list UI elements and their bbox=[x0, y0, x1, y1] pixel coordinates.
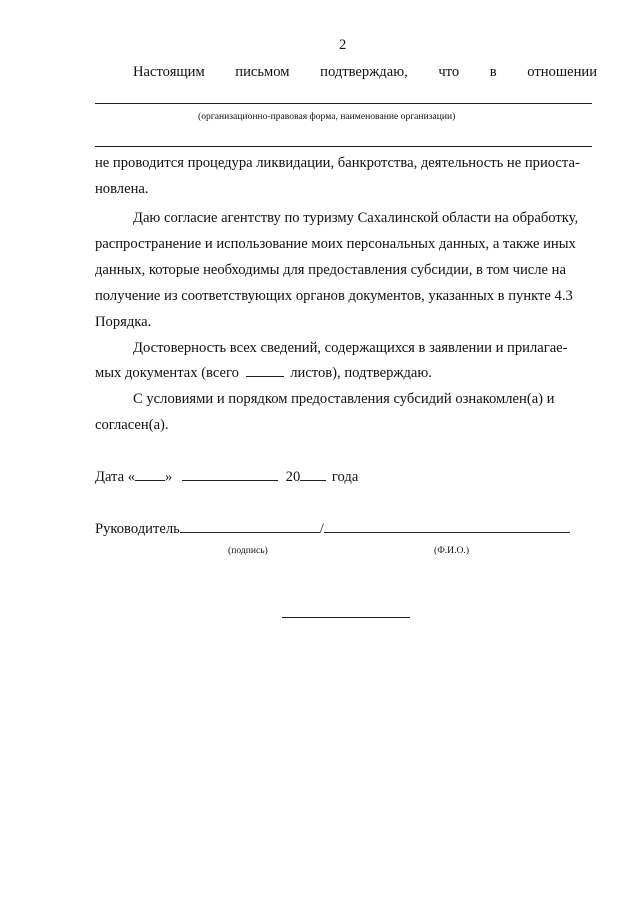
intro-word: подтверждаю, bbox=[320, 64, 408, 80]
intro-line bbox=[133, 60, 597, 86]
intro-word: Настоящим bbox=[133, 64, 205, 80]
para2-line3: данных, которые необходимы для предоставления субсидии, в том числе на bbox=[95, 262, 566, 278]
para2-line2: распространение и использование моих персональных данных, а также иных bbox=[95, 236, 576, 252]
signature-line bbox=[95, 517, 570, 543]
signature-field[interactable] bbox=[180, 518, 320, 533]
date-line bbox=[95, 465, 358, 491]
para4-line1: С условиями и порядком предоставления субсидий ознакомлен(а) и bbox=[133, 391, 555, 407]
day-field[interactable] bbox=[135, 466, 165, 481]
org-name-field-line-1[interactable] bbox=[95, 103, 592, 104]
intro-word: отношении bbox=[527, 64, 597, 80]
para4-line2: согласен(а). bbox=[95, 417, 169, 433]
intro-word: что bbox=[438, 64, 460, 80]
para2-line1: Даю согласие агентству по туризму Сахалинской области на обработку, bbox=[133, 210, 579, 226]
full-name-field[interactable] bbox=[324, 518, 570, 533]
date-label: Дата « bbox=[95, 469, 136, 485]
year-field[interactable] bbox=[300, 466, 326, 481]
full-name-caption: (Ф.И.О.) bbox=[434, 545, 470, 556]
year-suffix: года bbox=[331, 469, 359, 485]
para2-line5: Порядка. bbox=[95, 314, 152, 330]
para2-line4: получение из соответствующих органов документов, указанных в пункте 4.3 bbox=[95, 288, 573, 304]
para1-line2: новлена. bbox=[95, 181, 149, 197]
year-prefix: 20 bbox=[285, 469, 301, 485]
page-number: 2 bbox=[339, 37, 347, 53]
month-field[interactable] bbox=[182, 466, 278, 481]
para3-line2 bbox=[95, 361, 432, 387]
para3-prefix: мых документах (всего bbox=[95, 365, 239, 381]
para1-line1: не проводится процедура ликвидации, банкротства, деятельность не приоста- bbox=[95, 155, 580, 171]
org-caption: (организационно-правовая форма, наименование организации) bbox=[198, 111, 456, 122]
signature-separator: / bbox=[319, 521, 324, 537]
para3-line1: Достоверность всех сведений, содержащихся в заявлении и прилагае- bbox=[133, 340, 568, 356]
signature-label: Руководитель bbox=[95, 521, 180, 537]
org-name-field-line-2[interactable] bbox=[95, 146, 592, 147]
date-close-quote: » bbox=[165, 469, 173, 485]
closing-rule bbox=[282, 617, 410, 618]
intro-word: письмом bbox=[235, 64, 290, 80]
signature-caption: (подпись) bbox=[228, 545, 268, 556]
intro-word: в bbox=[489, 64, 497, 80]
sheet-count-field[interactable] bbox=[246, 362, 284, 377]
para3-suffix: листов), подтверждаю. bbox=[290, 365, 432, 381]
